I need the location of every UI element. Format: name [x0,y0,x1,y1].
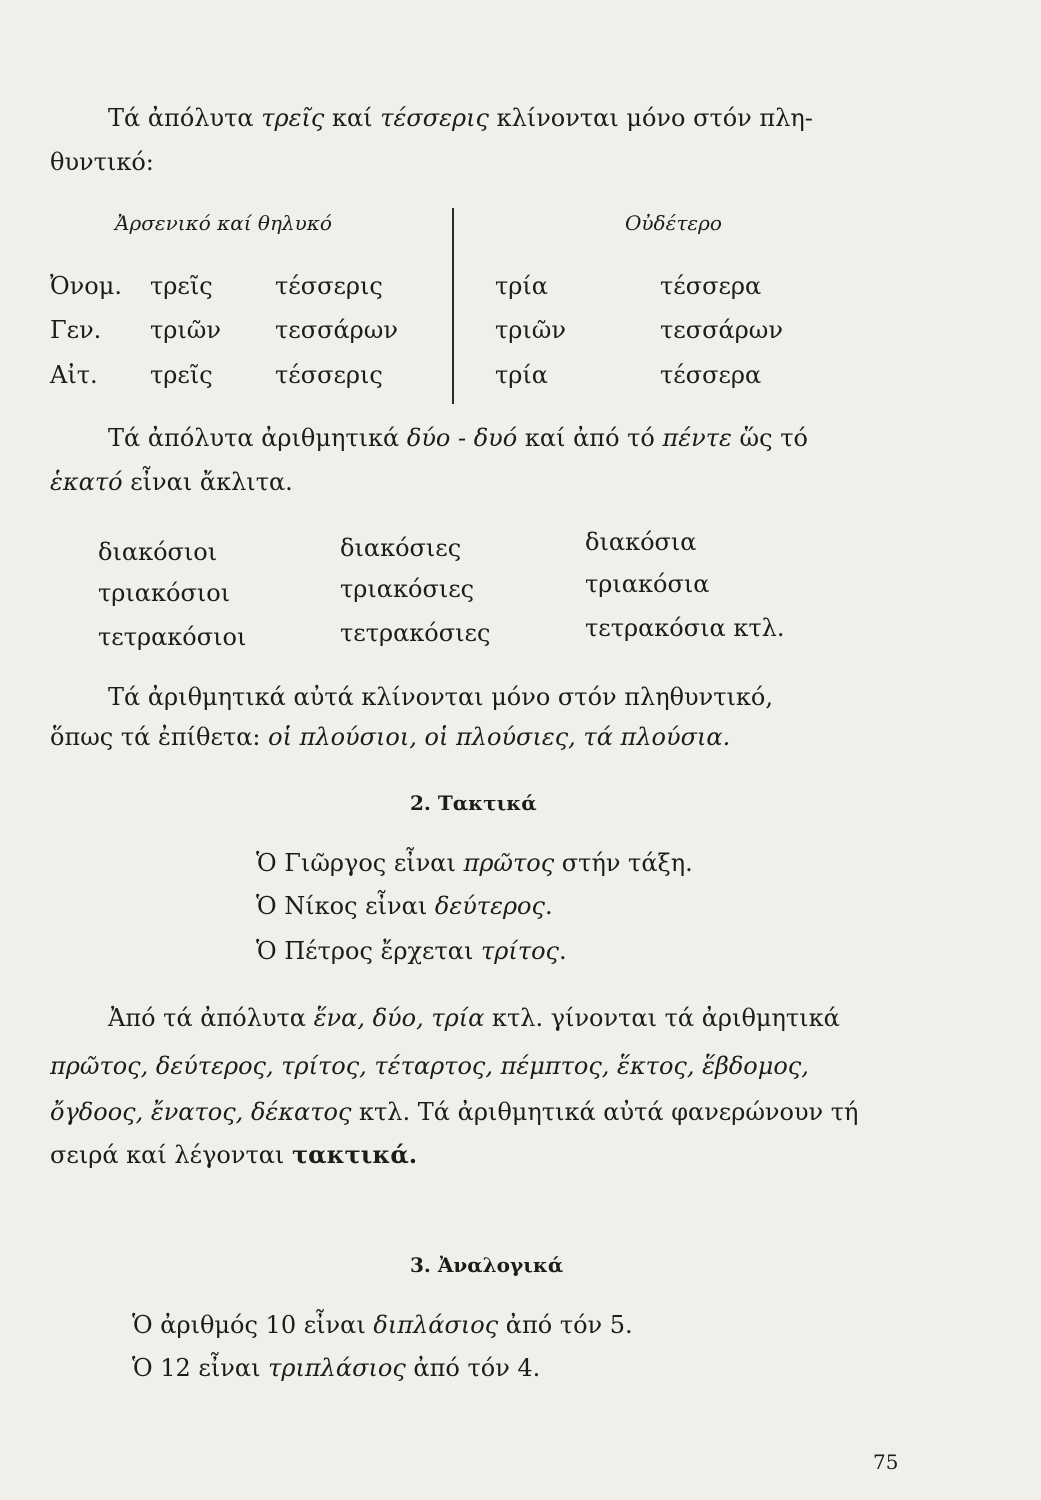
table1-cell: τέσσερα [660,272,762,300]
section2-para-line1: Ἀπό τά ἀπόλυτα ἕνα, δύο, τρία κτλ. γίνονται τά ἀριθμητικά [108,1004,840,1032]
table1-cell: τρία [495,272,549,300]
table1-cell: τρία [495,361,549,389]
table1-cell: τέσσερις [275,272,383,300]
page-number: 75 [873,1450,899,1474]
section2-para-line2: πρῶτος, δεύτερος, τρίτος, τέταρτος, πέμπτος, ἕκτος, ἕβδομος, [50,1052,809,1080]
table1-cell: τρεῖς [150,361,213,389]
para3-line1: Τά ἀριθμητικά αὐτά κλίνονται μόνο στόν πληθυντικό, [108,683,774,711]
table1-cell: τρεῖς [150,272,213,300]
table2-cell: διακόσιοι [98,538,218,566]
table2-cell: διακόσια [585,528,697,556]
section3-heading: 3. Ἀναλογικά [410,1253,564,1277]
table1-cell: τέσσερα [660,361,762,389]
table1-case: Γεν. [50,316,102,344]
table1-cell: τεσσάρων [660,316,783,344]
table2-cell: τριακόσια [585,570,710,598]
table2-cell: τριακόσιοι [98,579,231,607]
section2-heading: 2. Τακτικά [410,791,537,815]
table2-cell: τετρακόσια κτλ. [585,614,785,642]
section2-example: Ὁ Νίκος εἶναι δεύτερος. [256,892,553,920]
para1-line1: Τά ἀπόλυτα τρεῖς καί τέσσερις κλίνονται μόνο στόν πλη- [108,104,813,132]
para2-line2: ἑκατό εἶναι ἄκλιτα. [50,468,293,496]
section2-para-line4: σειρά καί λέγονται τακτικά. [50,1140,418,1169]
table2-cell: διακόσιες [340,534,462,562]
table1-cell: τεσσάρων [275,316,398,344]
para1-line2: θυντικό: [50,148,154,176]
section2-example: Ὁ Γιῶργος εἶναι πρῶτος στήν τάξη. [256,849,693,877]
table1-case: Αἰτ. [50,361,98,389]
table1-cell: τέσσερις [275,361,383,389]
table1-case: Ὀνομ. [50,272,122,300]
section3-example: Ὁ 12 εἶναι τριπλάσιος ἀπό τόν 4. [132,1354,541,1382]
section2-para-line3: ὄγδοος, ἔνατος, δέκατος κτλ. Τά ἀριθμητικά αὐτά φανερώνουν τή [50,1098,859,1126]
para2-line1: Τά ἀπόλυτα ἀριθμητικά δύο - δυό καί ἀπό τό πέντε ὥς τό [108,424,808,452]
para3-line2: ὅπως τά ἐπίθετα: οἱ πλούσιοι, οἱ πλούσιες, τά πλούσια. [50,723,731,751]
table1-header-masc-fem: Ἀρσενικό καί θηλυκό [115,211,332,235]
table2-cell: τετρακόσιες [340,619,491,647]
section2-example: Ὁ Πέτρος ἔρχεται τρίτος. [256,937,567,965]
table1-divider [452,208,454,404]
section3-example: Ὁ ἀριθμός 10 εἶναι διπλάσιος ἀπό τόν 5. [132,1311,633,1339]
table2-cell: τετρακόσιοι [98,623,247,651]
table1-cell: τριῶν [150,316,221,344]
table1-cell: τριῶν [495,316,566,344]
table1-header-neuter: Οὐδέτερο [625,211,722,235]
table2-cell: τριακόσιες [340,575,475,603]
